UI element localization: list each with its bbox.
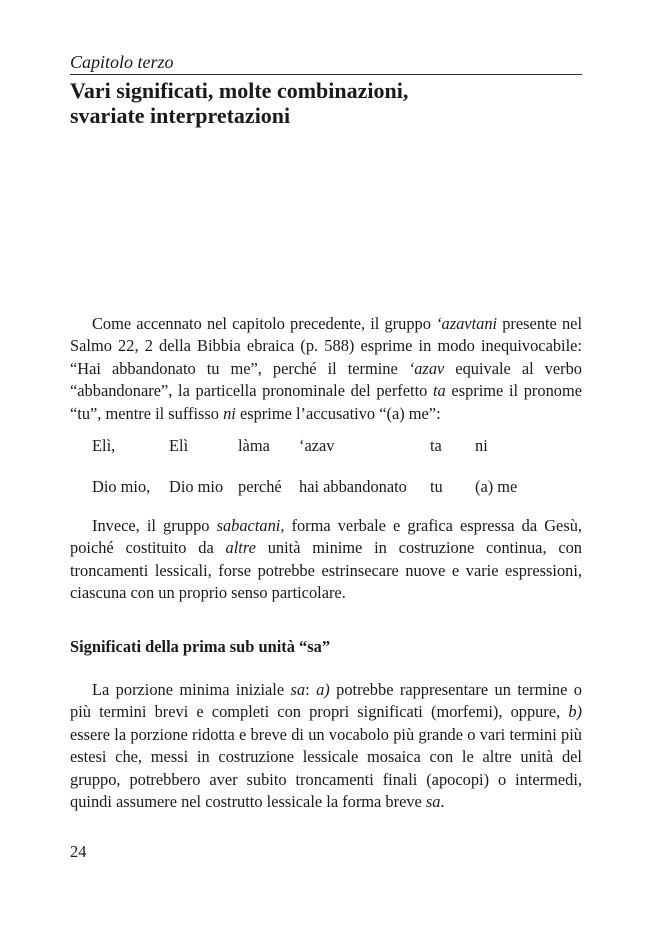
header-rule: [70, 74, 582, 75]
paragraph-text: Invece, il gruppo: [92, 516, 217, 535]
gloss-word: tu: [430, 477, 443, 496]
italic-term: a): [316, 680, 330, 699]
paragraph-text: , forma verbale e grafica espressa da Gesù, poiché costituito da: [70, 516, 583, 558]
chapter-title-line-2: svariate interpretazioni: [70, 103, 291, 128]
gloss-word: (a) me: [475, 477, 518, 496]
chapter-title: [70, 78, 590, 128]
paragraph-text: esprime il pronome “tu”, mentre il suffisso: [70, 381, 582, 423]
italic-term: b): [568, 702, 582, 722]
paragraph-text: Come accennato nel capitolo precedente, il gruppo: [92, 314, 437, 333]
gloss-word: perché: [238, 477, 282, 496]
italic-term: ta: [433, 381, 446, 401]
gloss-word: làma: [238, 436, 270, 455]
italic-term: ‘azav: [408, 358, 445, 378]
gloss-word: Elì,: [92, 436, 116, 455]
chapter-title-line-1: Vari significati, molte combinazioni,: [70, 78, 409, 103]
gloss-word: ta: [430, 436, 442, 455]
paragraph-text: essere la porzione ridotta e breve di un vocabolo più grande o vari termini più estesi che, messi in costruzione lessicale mosaica con le altre unità del gruppo, potrebbero aver subito troncamenti finali (apocopi) o intermedi, quindi assumere nel costrutto lessicale la forma breve: [70, 724, 582, 812]
paragraph-sabactani: [70, 515, 582, 605]
page-number: 24: [70, 842, 87, 861]
italic-term: ni: [223, 403, 236, 423]
paragraph-text: .: [440, 792, 445, 812]
gloss-word: Elì: [169, 436, 189, 455]
gloss-word: hai abbandonato: [299, 477, 407, 496]
paragraph-text: equivale al verbo “abbandonare”, la particella pronominale del perfetto: [70, 358, 583, 401]
italic-term: sabactani: [216, 516, 281, 535]
paragraph-text: unità minime in costruzione continua, con troncamenti lessicali, forse potrebbe estrinsecare nuove e varie espressioni, ciascuna con un proprio senso particolare.: [70, 538, 582, 603]
paragraph-text: potrebbe rappresentare un termine o più termini brevi e completi con propri significati (morfemi), oppure,: [70, 680, 582, 722]
paragraph-intro: [70, 313, 582, 425]
running-head: Capitolo terzo: [70, 52, 174, 72]
paragraph-text: esprime l’accusativo “(a) me”:: [235, 403, 441, 423]
italic-term: sa: [425, 792, 441, 812]
gloss-word: ni: [475, 436, 488, 455]
paragraph-sa: [70, 679, 582, 813]
gloss-word: ‘azav: [299, 436, 335, 455]
italic-term: ‘azavtani: [436, 314, 498, 333]
gloss-word: Dio mio,: [92, 477, 151, 496]
italic-term: altre: [225, 538, 256, 558]
italic-term: sa: [290, 680, 306, 699]
paragraph-text: La porzione minima iniziale: [92, 680, 291, 699]
gloss-word: Dio mio: [169, 477, 224, 496]
paragraph-text: presente nel Salmo 22, 2 della Bibbia ebraica (p. 588) esprime in modo inequivocabile: “Hai abbandonato tu me”, perché il termine: [70, 314, 582, 378]
section-heading: Significati della prima sub unità “sa”: [70, 637, 331, 656]
paragraph-text: :: [305, 680, 317, 699]
